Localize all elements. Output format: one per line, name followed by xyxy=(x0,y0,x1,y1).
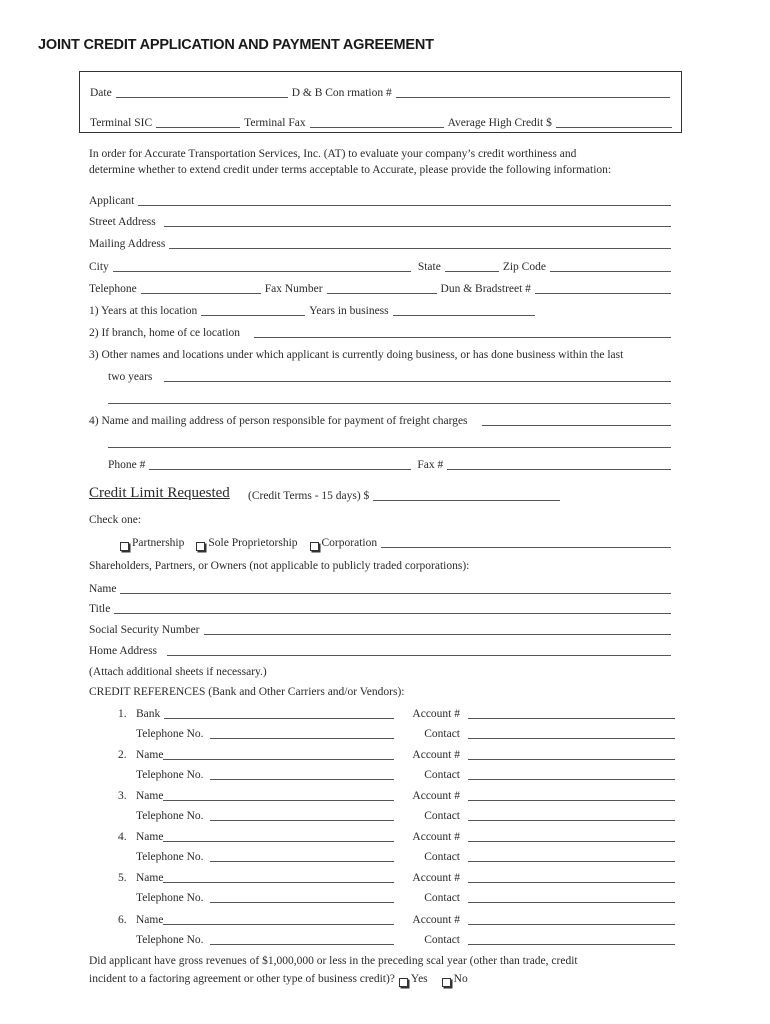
reference-name-label: Name xyxy=(136,831,164,843)
shareholders-label: Shareholders, Partners, or Owners (not applicable to publicly traded corporations): xyxy=(89,560,470,572)
reference-telephone-row xyxy=(136,889,675,905)
telephone-no-field[interactable] xyxy=(210,809,395,821)
contact-label: Contact xyxy=(424,892,460,904)
contact-field[interactable] xyxy=(468,809,675,821)
db-confirmation-label: D & B Con rmation # xyxy=(291,87,392,99)
fax-field[interactable] xyxy=(447,458,671,470)
home-address-field[interactable] xyxy=(167,644,671,656)
avg-high-credit-field[interactable] xyxy=(556,116,672,128)
account-field[interactable] xyxy=(468,913,675,925)
owner-name-row xyxy=(89,580,675,596)
contact-label: Contact xyxy=(424,934,460,946)
reference-telephone-row xyxy=(136,725,675,741)
telephone-no-label: Telephone No. xyxy=(136,728,204,740)
contact-label: Contact xyxy=(424,810,460,822)
terminal-sic-label: Terminal SIC xyxy=(90,117,153,129)
telephone-no-field[interactable] xyxy=(210,768,395,780)
owner-title-row xyxy=(89,600,675,616)
owner-name-field[interactable] xyxy=(120,582,671,594)
account-field[interactable] xyxy=(468,871,675,883)
contact-field[interactable] xyxy=(468,933,675,945)
phone-label: Phone # xyxy=(108,459,146,471)
telephone-no-label: Telephone No. xyxy=(136,769,204,781)
form-title: JOINT CREDIT APPLICATION AND PAYMENT AGREEMENT xyxy=(38,37,434,53)
home-address-label: Home Address xyxy=(89,645,158,657)
no-checkbox[interactable] xyxy=(442,978,451,987)
reference-name-label: Name xyxy=(136,790,164,802)
contact-field[interactable] xyxy=(468,850,675,862)
other-names-row xyxy=(89,346,689,362)
sole-proprietorship-checkbox[interactable] xyxy=(196,542,205,551)
reference-name-label: Name xyxy=(136,914,164,926)
date-row xyxy=(90,84,674,100)
credit-limit-heading: Credit Limit Requested xyxy=(89,485,230,501)
telephone-no-field[interactable] xyxy=(210,727,395,739)
terminal-row xyxy=(90,114,676,130)
owner-name-label: Name xyxy=(89,583,117,595)
db-confirmation-field[interactable] xyxy=(396,86,670,98)
freight-extra-field[interactable] xyxy=(108,436,671,448)
account-label: Account # xyxy=(412,790,460,802)
contact-label: Contact xyxy=(424,769,460,781)
terminal-fax-label: Terminal Fax xyxy=(244,117,306,129)
city-field[interactable] xyxy=(113,260,411,272)
branch-label: 2) If branch, home of ce location xyxy=(89,327,241,339)
state-label: State xyxy=(417,261,441,273)
state-field[interactable] xyxy=(445,260,499,272)
credit-terms-label: (Credit Terms - 15 days) $ xyxy=(248,490,370,502)
reference-number: 6. xyxy=(118,914,127,926)
account-label: Account # xyxy=(412,914,460,926)
reference-row xyxy=(118,911,675,927)
reference-number: 1. xyxy=(118,708,127,720)
other-names-extra-row xyxy=(108,390,675,406)
contact-field[interactable] xyxy=(468,768,675,780)
corporation-label: Corporation xyxy=(321,537,378,549)
reference-number: 3. xyxy=(118,790,127,802)
telephone-no-label: Telephone No. xyxy=(136,851,204,863)
terminal-sic-field[interactable] xyxy=(156,116,240,128)
branch-row xyxy=(89,324,675,340)
street-address-field[interactable] xyxy=(164,215,671,227)
years-business-label: Years in business xyxy=(309,305,389,317)
reference-row xyxy=(118,705,675,721)
revenue-question-line-1: Did applicant have gross revenues of $1,000,000 or less in the preceding scal year (other than trade, credit xyxy=(89,955,578,967)
freight-field[interactable] xyxy=(482,414,671,426)
freight-label: 4) Name and mailing address of person responsible for payment of freight charges xyxy=(89,415,468,427)
reference-row xyxy=(118,787,675,803)
intro-line-1: In order for Accurate Transportation Services, Inc. (AT) to evaluate your company’s credit worthiness and xyxy=(89,148,577,160)
credit-refs-heading: CREDIT REFERENCES (Bank and Other Carriers and/or Vendors): xyxy=(89,686,405,698)
telephone-no-label: Telephone No. xyxy=(136,892,204,904)
branch-field[interactable] xyxy=(254,326,671,338)
no-label: No xyxy=(453,973,468,985)
years-business-field[interactable] xyxy=(393,304,535,316)
two-years-field[interactable] xyxy=(164,370,671,382)
other-names-label: 3) Other names and locations under which applicant is currently doing business, or has done business within the last xyxy=(89,349,624,361)
zip-label: Zip Code xyxy=(502,261,546,273)
attach-note: (Attach additional sheets if necessary.) xyxy=(89,666,267,678)
freight-row xyxy=(89,412,675,428)
ssn-field[interactable] xyxy=(204,623,671,635)
other-names-extra-field[interactable] xyxy=(108,392,671,404)
reference-name-field[interactable] xyxy=(163,789,394,801)
mailing-row xyxy=(89,235,675,251)
revenue-question-line-2: incident to a factoring agreement or other type of business credit)? xyxy=(89,973,395,985)
sole-proprietorship-label: Sole Proprietorship xyxy=(208,537,298,549)
yes-checkbox[interactable] xyxy=(399,978,408,987)
revenue-question-row xyxy=(89,968,589,986)
owner-title-field[interactable] xyxy=(114,602,671,614)
credit-refs-row xyxy=(89,683,675,699)
owner-title-label: Title xyxy=(89,603,111,615)
reference-number: 2. xyxy=(118,749,127,761)
partnership-checkbox[interactable] xyxy=(120,542,129,551)
account-label: Account # xyxy=(412,749,460,761)
credit-limit-field[interactable] xyxy=(373,489,560,501)
reference-name-field[interactable] xyxy=(163,913,394,925)
terminal-fax-field[interactable] xyxy=(310,116,444,128)
reference-number: 4. xyxy=(118,831,127,843)
reference-name-field[interactable] xyxy=(164,707,394,719)
account-field[interactable] xyxy=(468,830,675,842)
years-row xyxy=(89,302,539,318)
city-label: City xyxy=(89,261,109,273)
account-label: Account # xyxy=(412,872,460,884)
date-field[interactable] xyxy=(116,86,288,98)
yes-label: Yes xyxy=(410,973,428,985)
city-row xyxy=(89,258,675,274)
dun-bradstreet-label: Dun & Bradstreet # xyxy=(440,283,531,295)
reference-telephone-row xyxy=(136,848,675,864)
contact-label: Contact xyxy=(424,728,460,740)
check-one-label: Check one: xyxy=(89,514,142,526)
phone-field[interactable] xyxy=(149,458,411,470)
avg-high-credit-label: Average High Credit $ xyxy=(447,117,552,129)
account-field[interactable] xyxy=(468,789,675,801)
reference-name-field[interactable] xyxy=(163,748,394,760)
reference-row xyxy=(118,828,675,844)
freight-extra-row xyxy=(108,434,675,450)
corporation-field[interactable] xyxy=(381,536,671,548)
contact-field[interactable] xyxy=(468,727,675,739)
check-one-row xyxy=(89,511,289,527)
reference-name-label: Name xyxy=(136,749,164,761)
date-label: Date xyxy=(90,87,112,99)
years-location-field[interactable] xyxy=(201,304,305,316)
reference-row xyxy=(118,869,675,885)
fax-number-label: Fax Number xyxy=(264,283,323,295)
dun-bradstreet-field[interactable] xyxy=(535,282,671,294)
home-address-row xyxy=(89,642,675,658)
account-field[interactable] xyxy=(468,707,675,719)
ssn-row xyxy=(89,621,675,637)
two-years-label: two years xyxy=(108,371,153,383)
contact-field[interactable] xyxy=(468,891,675,903)
office-use-box xyxy=(79,71,682,133)
applicant-field[interactable] xyxy=(138,194,671,206)
corporation-checkbox[interactable] xyxy=(310,542,319,551)
reference-name-field[interactable] xyxy=(163,871,394,883)
account-label: Account # xyxy=(412,708,460,720)
attach-row xyxy=(89,663,675,679)
account-label: Account # xyxy=(412,831,460,843)
telephone-no-field[interactable] xyxy=(210,850,395,862)
street-address-label: Street Address xyxy=(89,216,156,228)
reference-name-field[interactable] xyxy=(163,830,394,842)
applicant-label: Applicant xyxy=(89,195,135,207)
telephone-no-field[interactable] xyxy=(210,891,395,903)
telephone-field[interactable] xyxy=(141,282,261,294)
reference-telephone-row xyxy=(136,807,675,823)
reference-telephone-row xyxy=(136,766,675,782)
fax-number-field[interactable] xyxy=(327,282,437,294)
reference-row xyxy=(118,746,675,762)
applicant-row xyxy=(89,192,675,208)
phone-fax-row xyxy=(108,456,675,472)
reference-telephone-row xyxy=(136,931,675,947)
telephone-row xyxy=(89,280,675,296)
years-location-label: 1) Years at this location xyxy=(89,305,198,317)
shareholders-row xyxy=(89,557,675,573)
telephone-no-field[interactable] xyxy=(210,933,395,945)
contact-label: Contact xyxy=(424,851,460,863)
mailing-address-label: Mailing Address xyxy=(89,238,166,250)
credit-terms-row xyxy=(248,487,564,503)
business-type-row xyxy=(120,534,675,550)
reference-number: 5. xyxy=(118,872,127,884)
account-field[interactable] xyxy=(468,748,675,760)
zip-field[interactable] xyxy=(550,260,671,272)
telephone-label: Telephone xyxy=(89,283,137,295)
intro-line-2: determine whether to extend credit under terms acceptable to Accurate, please provide the following information: xyxy=(89,164,612,176)
telephone-no-label: Telephone No. xyxy=(136,934,204,946)
partnership-label: Partnership xyxy=(132,537,185,549)
mailing-address-field[interactable] xyxy=(169,237,671,249)
fax-label: Fax # xyxy=(417,459,444,471)
reference-name-label: Name xyxy=(136,872,164,884)
two-years-row xyxy=(108,368,675,384)
street-row xyxy=(89,213,675,229)
reference-name-label: Bank xyxy=(136,708,161,720)
telephone-no-label: Telephone No. xyxy=(136,810,204,822)
ssn-label: Social Security Number xyxy=(89,624,200,636)
